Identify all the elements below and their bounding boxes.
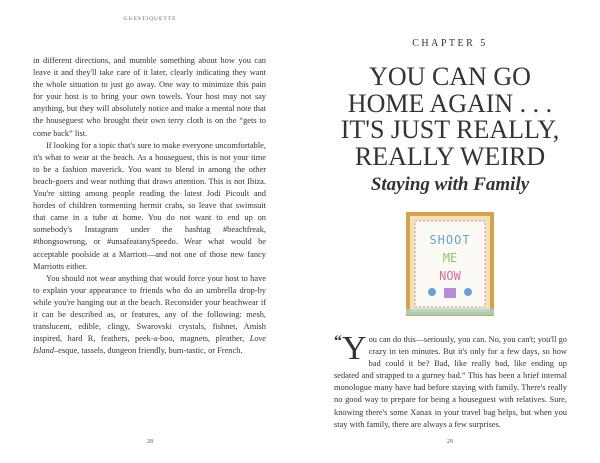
right-body-text [334, 330, 567, 431]
left-body-text [33, 55, 266, 357]
chapter-label: CHAPTER 5 [412, 38, 488, 49]
right-page [300, 0, 600, 463]
cross-stitch-sampler-illustration [406, 212, 494, 316]
drop-cap-letter: Y [342, 330, 367, 367]
title-line: IT'S JUST REALLY, [340, 115, 560, 144]
text-run: You should not wear anything that would force your host to have to explain your appearance to friends who do an umbrella drop-by while you're hanging out at the beach. Reconsider your beachwear if it can be described as, or features, any of the following: mesh, translucent, edible, clingy, Swarovski crystals, fishnet, Amish inspired, hard R, feathers, peek-a-boo, magnets, pleather, [33, 273, 266, 344]
title-line: HOME AGAIN . . . [347, 88, 553, 118]
drop-cap [334, 330, 367, 367]
running-head: GUESTIQUETTE [123, 16, 177, 22]
quote-mark: “ [334, 333, 342, 350]
page-number: 29 [447, 439, 453, 445]
chapter-subtitle: Staying with Family [370, 174, 530, 195]
title-line: YOU CAN GO [369, 62, 531, 91]
sampler-text: NOW [439, 269, 461, 283]
text-run: –esque, tassels, dungeon friendly, bum-tastic, or French. [53, 346, 243, 356]
title-line: REALLY WEIRD [354, 141, 546, 171]
sampler-text: SHOOT [429, 233, 471, 247]
paragraph [33, 273, 266, 358]
sampler-text: ME [442, 251, 458, 265]
text-run: ou can do this—seriously, you can. No, you can't; you'll go crazy in ten minutes. But it's only for a few days, so how bad could it be? Bad, like really bad, like ending up sedated and strapped to a gurney bad.” This has been a brief internal monologue many have had before staying with family. There's really no good way to prepare for being a houseguest with relatives. Sure, knowing there's some Xanax in your travel bag helps, but when you stay with family, there are always a few surprises. [334, 335, 567, 429]
chapter-title [300, 64, 600, 170]
paragraph: in different directions, and mumble something about how you can leave it and they'll take care of it later, clearly indicating they want the whole situation to just go away. One way to minimize this pain for your host is to bring your own towels. Your host may not say anything, but they will absolutely notice and make a mental note that the houseguest who brought their own terry cloth is on the “gets to come back” list. [33, 56, 266, 138]
sampler-house-motif [444, 288, 456, 298]
paragraph [334, 330, 567, 431]
italic-title: Love Island [33, 334, 266, 356]
paragraph: If looking for a topic that's sure to make everyone uncomfortable, it's what to wear at the beach. As a houseguest, this is not your time to be a fashion maverick. You want to blend in among the other beach-goers and wear nothing that draws attention. This is not Ibiza. You're sitting among people reading the latest Jodi Picoult and hordes of children tormenting hermit crabs, so leave that swimsuit that came in a tube at home. You do not want to end up on somebody's Instagram under the hashtag #beachfreak, #thongsowrong, or #unsafeatanySpeedo. Wear what would be acceptable poolside at a Marriott—and not one of those new fancy Marriotts either. [33, 140, 266, 271]
page-number: 28 [147, 439, 153, 445]
